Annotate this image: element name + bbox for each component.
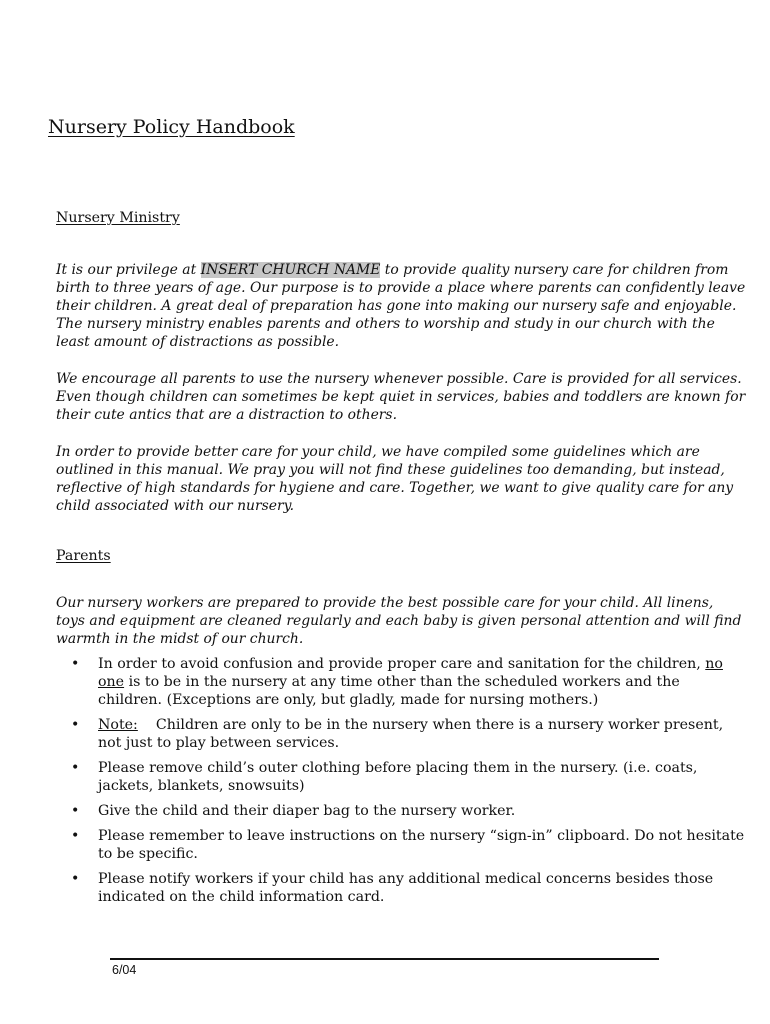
section-heading-nursery-ministry: Nursery Ministry: [56, 210, 180, 226]
page-title: Nursery Policy Handbook: [48, 116, 295, 138]
bullet-1-end: is to be in the nursery at any time other than the scheduled workers and the children. (Exceptions are only, but gladly, made for nursing mothers.): [98, 674, 680, 708]
parents-intro-paragraph: Our nursery workers are prepared to provide the best possible care for your child. All linens, toys and equipment are cleaned regularly and each baby is given personal attention and will find warmth in the midst of our church.: [56, 595, 742, 647]
note-label: Note:: [98, 717, 138, 733]
church-name-placeholder: INSERT CHURCH NAME: [200, 262, 381, 278]
ministry-paragraph-2: We encourage all parents to use the nursery whenever possible. Care is provided for all services. Even though children can sometimes be kept quiet in services, babies and toddlers are known for their cute antics that are a distraction to others.: [56, 371, 746, 423]
list-item: • Please remember to leave instructions on the nursery “sign-in” clipboard. Do not hesitate to be specific.: [56, 827, 746, 863]
list-item: [56, 716, 746, 752]
no-one-emphasis: no one: [98, 656, 723, 690]
ministry-paragraph-1-end: to provide quality nursery care for children from birth to three years of age. Our purpose is to provide a place where parents can confidently leave their children. A great deal of preparation has gone into making our nursery safe and enjoyable. The nursery ministry enables parents and others to worship and study in our church with the least amount of distractions as possible.: [56, 262, 746, 350]
section-heading-parents: Parents: [56, 548, 111, 564]
footer-divider: [110, 958, 659, 960]
list-item: [56, 655, 746, 709]
list-item: • Give the child and their diaper bag to the nursery worker.: [56, 802, 746, 820]
ministry-paragraph-1: [56, 261, 746, 351]
list-item: • Please notify workers if your child has any additional medical concerns besides those indicated on the child information card.: [56, 870, 746, 906]
bullet-1-start: In order to avoid confusion and provide proper care and sanitation for the children,: [98, 656, 706, 672]
ministry-paragraph-1-start: It is our privilege at: [56, 262, 201, 278]
parents-guidelines-list: [56, 655, 746, 913]
ministry-paragraph-3: In order to provide better care for your child, we have compiled some guidelines which are outlined in this manual. We pray you will not find these guidelines too demanding, but instead, reflective of high standards for hygiene and care. Together, we want to give quality care for any child associated with our nursery.: [56, 444, 734, 514]
list-item: • Please remove child’s outer clothing before placing them in the nursery. (i.e. coats, jackets, blankets, snowsuits): [56, 759, 746, 795]
note-text: Children are only to be in the nursery when there is a nursery worker present, not just to play between services.: [98, 717, 728, 751]
footer-date: 6/04: [112, 963, 137, 977]
